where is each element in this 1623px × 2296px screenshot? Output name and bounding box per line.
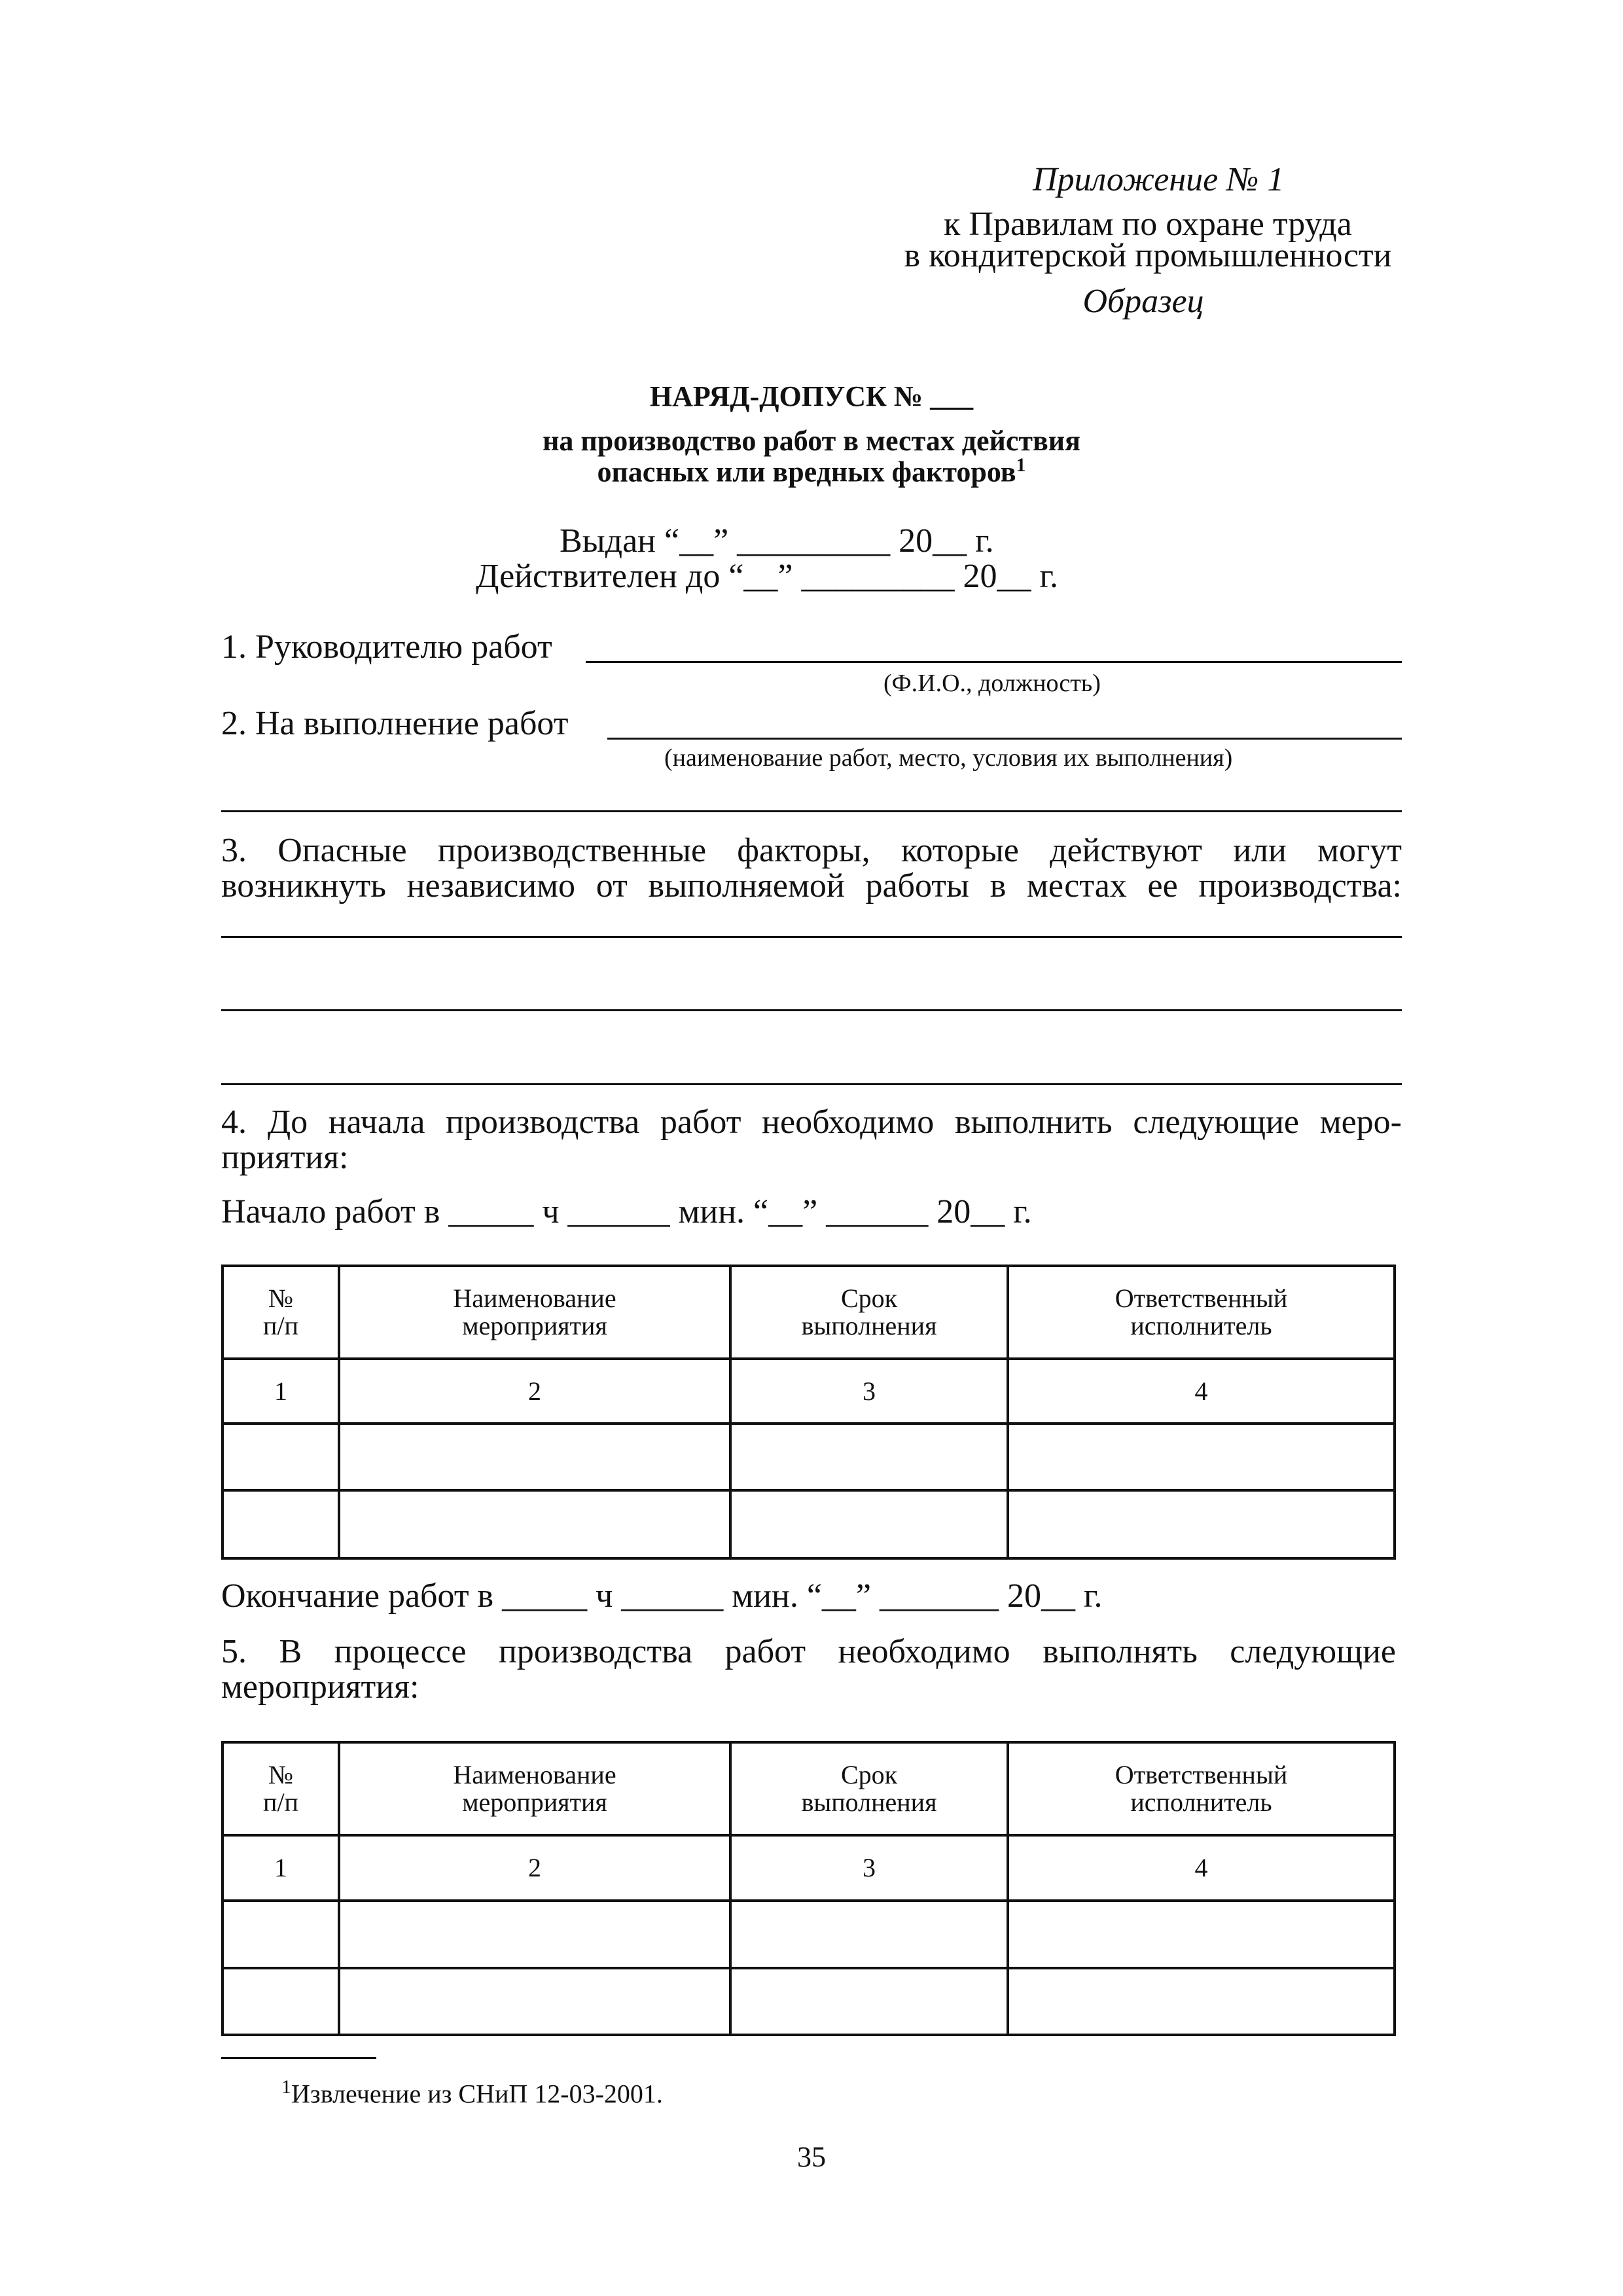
section-1-label: 1. Руководителю работ (221, 628, 552, 666)
table-number-row (223, 1359, 1395, 1424)
sample-label: Образец (1082, 283, 1204, 320)
header-number: № п/п (223, 1742, 339, 1835)
table-row (223, 1968, 1395, 2035)
table-cell[interactable] (730, 1901, 1008, 1968)
page-number: 35 (797, 2141, 826, 2173)
col-number-4: 4 (1008, 1835, 1395, 1901)
table-cell[interactable] (223, 1490, 339, 1558)
supervisor-field[interactable] (586, 661, 1402, 663)
table-cell[interactable] (1008, 1901, 1395, 1968)
table-header-row (223, 1742, 1395, 1835)
table-cell[interactable] (730, 1490, 1008, 1558)
table-cell[interactable] (730, 1968, 1008, 2035)
col-number-2: 2 (339, 1359, 730, 1424)
table-row (223, 1424, 1395, 1490)
col-number-3: 3 (730, 1835, 1008, 1901)
col-number-4: 4 (1008, 1359, 1395, 1424)
rules-line-1: к Правилам по охране труда (944, 206, 1352, 243)
section-2-hint: (наименование работ, место, условия их выполнения) (664, 744, 1233, 772)
table-cell[interactable] (339, 1901, 730, 1968)
issued-date: Выдан “__” _________ 20__ г. (560, 522, 994, 560)
hazards-field-2[interactable] (221, 1009, 1402, 1011)
table-cell[interactable] (1008, 1968, 1395, 2035)
work-description-field[interactable] (607, 738, 1402, 740)
section-5-line-2: мероприятия: (221, 1668, 419, 1706)
table-cell[interactable] (339, 1968, 730, 2035)
header-number: № п/п (223, 1266, 339, 1359)
work-description-field-2[interactable] (221, 810, 1402, 812)
header-responsible: Ответственный исполнитель (1008, 1742, 1395, 1835)
header-responsible: Ответственный исполнитель (1008, 1266, 1395, 1359)
header-measure-name: Наименование мероприятия (339, 1266, 730, 1359)
document-subtitle-2 (419, 454, 1204, 489)
table-cell[interactable] (1008, 1490, 1395, 1558)
document-subtitle-1: на производство работ в местах действия (543, 425, 1080, 457)
table-row (223, 1490, 1395, 1558)
table-cell[interactable] (1008, 1424, 1395, 1490)
col-number-1: 1 (223, 1359, 339, 1424)
table-cell[interactable] (339, 1490, 730, 1558)
appendix-label: Приложение № 1 (1033, 161, 1285, 198)
work-end-time: Окончание работ в _____ ч ______ мин. “__” _______ 20__ г. (221, 1577, 1103, 1615)
table-cell[interactable] (730, 1424, 1008, 1490)
rules-line-2: в кондитерской промышленности (904, 237, 1392, 274)
footnote (281, 2076, 663, 2109)
header-measure-name: Наименование мероприятия (339, 1742, 730, 1835)
table-cell[interactable] (223, 1901, 339, 1968)
footnote-ref: 1 (1016, 454, 1026, 476)
measures-during-table (221, 1741, 1396, 2036)
table-cell[interactable] (223, 1424, 339, 1490)
section-5-line-1: 5. В процессе производства работ необходимо выполнять следующие (221, 1633, 1396, 1670)
section-2-label: 2. На выполнение работ (221, 705, 569, 742)
measures-before-table (221, 1265, 1396, 1560)
table-number-row (223, 1835, 1395, 1901)
header-deadline: Срок выполнения (730, 1266, 1008, 1359)
footnote-divider (221, 2057, 376, 2059)
subtitle-2-text: опасных или вредных факторов (597, 456, 1016, 488)
header-deadline: Срок выполнения (730, 1742, 1008, 1835)
col-number-3: 3 (730, 1359, 1008, 1424)
col-number-2: 2 (339, 1835, 730, 1901)
hazards-field-3[interactable] (221, 1083, 1402, 1085)
table-cell[interactable] (223, 1968, 339, 2035)
table-header-row (223, 1266, 1395, 1359)
col-number-1: 1 (223, 1835, 339, 1901)
section-3-line-2: возникнуть независимо от выполняемой работы в местах ее производства: (221, 867, 1402, 905)
section-1-hint: (Ф.И.О., должность) (883, 670, 1101, 697)
table-cell[interactable] (339, 1424, 730, 1490)
document-title: НАРЯД-ДОПУСК № ___ (649, 380, 974, 412)
section-4-line-2: приятия: (221, 1139, 349, 1176)
table-row (223, 1901, 1395, 1968)
valid-until-date: Действителен до “__” _________ 20__ г. (476, 558, 1058, 595)
section-3-line-1: 3. Опасные производственные факторы, которые действуют или могут (221, 832, 1402, 869)
footnote-mark: 1 (281, 2076, 291, 2098)
work-start-time: Начало работ в _____ ч ______ мин. “__” ______ 20__ г. (221, 1193, 1032, 1230)
footnote-text: Извлечение из СНиП 12-03-2001. (291, 2079, 663, 2109)
hazards-field-1[interactable] (221, 936, 1402, 938)
section-4-line-1: 4. До начала производства работ необходимо выполнить следующие меро- (221, 1103, 1402, 1141)
